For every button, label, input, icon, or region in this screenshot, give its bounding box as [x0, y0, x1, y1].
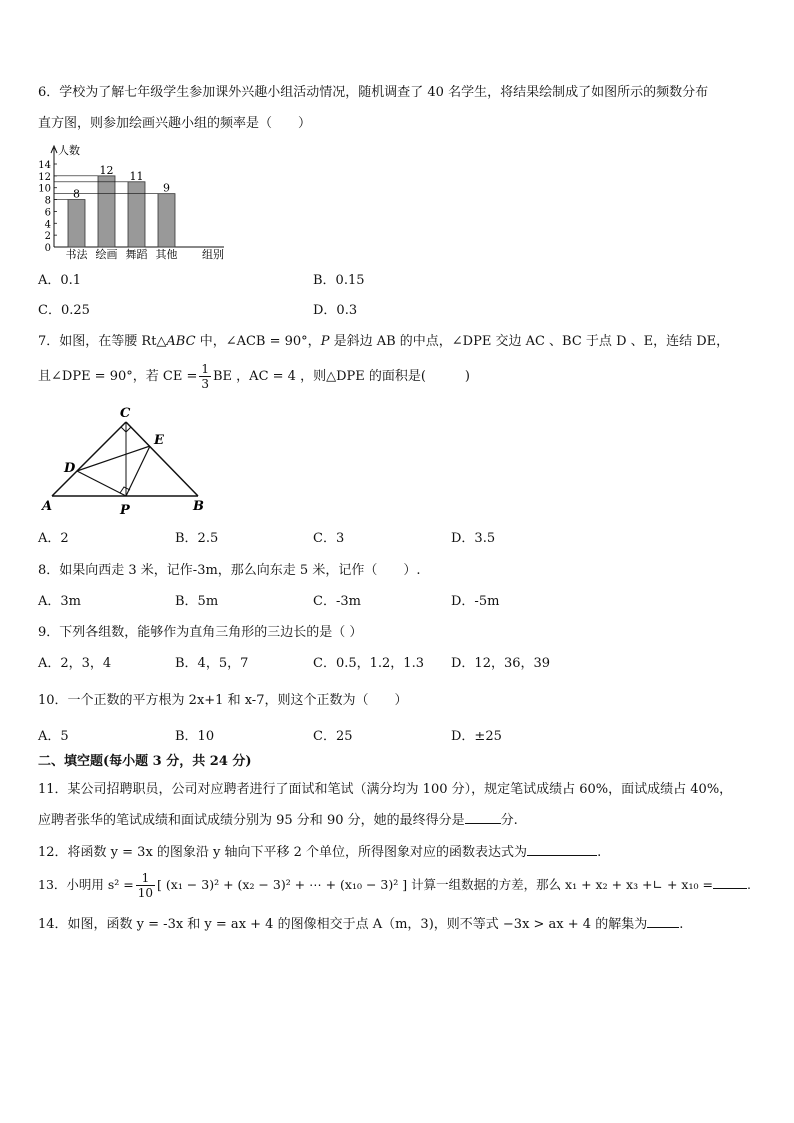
- y-tick-label: 6: [44, 207, 51, 219]
- q11-line2: 应聘者张华的笔试成绩和面试成绩分别为 95 分和 90 分，她的最终得分是 分.: [38, 813, 518, 828]
- label-P: P: [120, 503, 130, 516]
- q9-option-d[interactable]: D．12，36，39: [451, 656, 551, 671]
- y-tick-label: 8: [44, 195, 51, 207]
- q12-answer-blank[interactable]: [527, 843, 597, 856]
- q8-option-a[interactable]: A．3m: [38, 594, 81, 609]
- x-axis-title: 组别: [202, 248, 224, 261]
- label-E: E: [154, 433, 164, 448]
- bar-绘画: [98, 176, 115, 247]
- q7-option-a[interactable]: A．2: [38, 531, 69, 546]
- q9-option-c[interactable]: C．0.5，1.2，1.3: [313, 656, 424, 671]
- fraction-one-third: $\frac{1}{3}$: [201, 362, 209, 391]
- histogram-chart: [36, 142, 236, 262]
- q6-option-c[interactable]: C．0.25: [38, 303, 90, 318]
- q9-option-b[interactable]: B．4，5，7: [175, 656, 249, 671]
- category-label: 其他: [155, 248, 178, 261]
- q7-line1: 7．如图，在等腰 Rt△ABC 中，∠ACB = 90°，P 是斜边 AB 的中点，∠DPE 交边 AC 、BC 于点 D 、E，连结 DE，: [38, 334, 730, 349]
- q11-line1: 11．某公司招聘职员，公司对应聘者进行了面试和笔试（满分均为 100 分），规定笔试成绩占 60%，面试成绩占 40%，: [38, 782, 733, 797]
- category-label: 书法: [65, 248, 88, 261]
- q8-text: 8．如果向西走 3 米，记作-3m，那么向东走 5 米，记作（ ）.: [38, 563, 421, 578]
- q11-answer-blank[interactable]: [465, 811, 501, 824]
- bar-data-label: 12: [99, 163, 114, 177]
- q6-line2: 直方图，则参加绘画兴趣小组的频率是（ ）: [38, 116, 312, 131]
- category-label: 绘画: [95, 248, 118, 261]
- q7-option-c[interactable]: C．3: [313, 531, 345, 546]
- q12-text: 12．将函数 y = 3x 的图象沿 y 轴向下平移 2 个单位，所得图象对应的函数表达式为 .: [38, 845, 602, 860]
- y-tick-label: 4: [44, 219, 51, 231]
- q14-text: 14．如图，函数 y = -3x 和 y = ax + 4 的图像相交于点 A（m，3)，则不等式 −3x > ax + 4 的解集为 .: [38, 917, 684, 932]
- q10-option-c[interactable]: C．25: [313, 729, 353, 744]
- y-tick-label: 2: [44, 231, 51, 243]
- q6-option-d[interactable]: D．0.3: [313, 303, 358, 318]
- segment-DE: [77, 446, 150, 471]
- q10-option-b[interactable]: B．10: [175, 729, 215, 744]
- q6-line1: 6．学校为了解七年级学生参加课外兴趣小组活动情况，随机调查了 40 名学生，将结果绘制成了如图所示的频数分布: [38, 85, 709, 100]
- label-C: C: [120, 406, 131, 421]
- q8-option-d[interactable]: D．-5m: [451, 594, 500, 609]
- label-B: B: [193, 499, 204, 514]
- q10-text: 10．一个正数的平方根为 2x+1 和 x-7，则这个正数为（ ）: [38, 693, 408, 708]
- q7-option-d[interactable]: D．3.5: [451, 531, 496, 546]
- q8-option-c[interactable]: C．-3m: [313, 594, 361, 609]
- bar-其他: [158, 194, 175, 247]
- side-AC: [52, 422, 126, 496]
- q13-answer-blank[interactable]: [713, 876, 747, 889]
- y-tick-label: 0: [44, 243, 51, 254]
- category-label: 舞蹈: [125, 248, 148, 261]
- segment-DP: [77, 471, 126, 496]
- y-axis-title: 人数: [58, 144, 80, 157]
- label-D: D: [64, 461, 76, 476]
- section-title-fill-in: 二、填空题(每小题 3 分，共 24 分): [38, 754, 252, 769]
- q10-option-d[interactable]: D．±25: [451, 729, 502, 744]
- q6-option-a[interactable]: A．0.1: [38, 273, 82, 288]
- y-tick-label: 12: [38, 171, 51, 183]
- q6-option-b[interactable]: B．0.15: [313, 273, 365, 288]
- q8-option-b[interactable]: B．5m: [175, 594, 219, 609]
- bar-书法: [68, 200, 85, 247]
- q7-line2: 且∠DPE = 90°，若 CE = $\frac{1}{3}$ BE ，AC = 4 ，则△DPE 的面积是( ): [38, 362, 471, 391]
- q9-text: 9．下列各组数，能够作为直角三角形的三边长的是（ ）: [38, 625, 363, 640]
- q14-answer-blank[interactable]: [647, 915, 679, 928]
- q7-option-b[interactable]: B．2.5: [175, 531, 219, 546]
- q10-option-a[interactable]: A．5: [38, 729, 69, 744]
- bar-data-label: 9: [163, 181, 170, 195]
- label-A: A: [42, 499, 53, 514]
- y-tick-label: 14: [38, 160, 51, 171]
- triangle-figure: [40, 404, 220, 516]
- fraction-one-tenth: $\frac{1}{10}$: [137, 871, 154, 900]
- q13-text: 13．小明用 s² = $\frac{1}{10}$ [ (x₁ − 3)² + (x₂ − 3)² + ⋯ + (x₁₀ − 3)² ] 计算一组数据的方差，那么 x₁ + x₂ + x₃ +∟ + x₁₀ = .: [38, 871, 751, 900]
- bar-舞蹈: [128, 182, 145, 247]
- y-tick-label: 10: [38, 183, 51, 195]
- bar-data-label: 11: [129, 169, 144, 183]
- bar-data-label: 8: [73, 187, 80, 201]
- q9-option-a[interactable]: A．2，3，4: [38, 656, 112, 671]
